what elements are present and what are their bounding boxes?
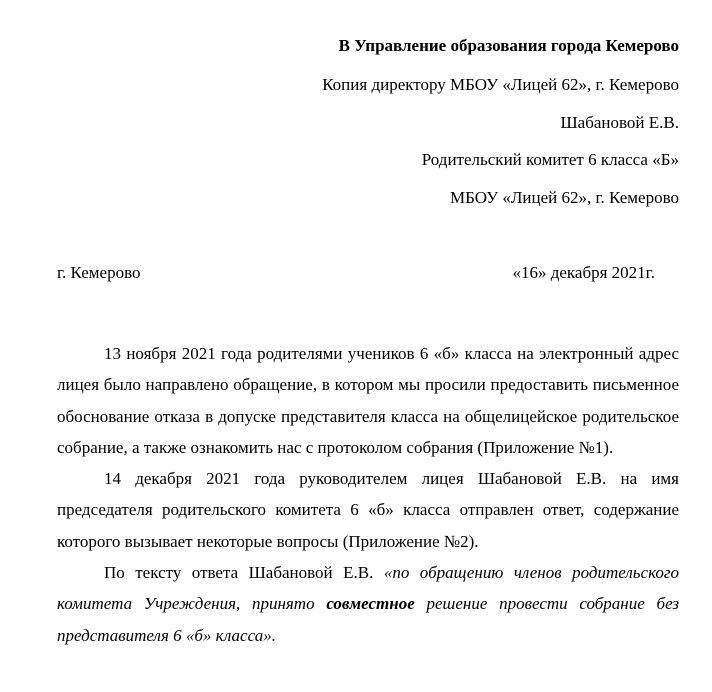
quote-end: решение провести собрание без представителя 6 «б» класса». (57, 594, 680, 645)
paragraph-3 (57, 557, 679, 651)
paragraph-1: 13 ноября 2021 года родителями учеников 6 «б» класса на электронный адрес лицея было направлено обращение, в котором мы просили предоставить письменное обоснование отказа в допуске представителя класса на общелицейское родительское собрание, а также ознакомить нас с протоколом собрания (Приложение №1). (57, 344, 679, 457)
paragraph-2: 14 декабря 2021 года руководителем лицея Шабановой Е.В. на имя председателя родительского комитета 6 «б» класса отправлен ответ, содержание которого вызывает некоторые вопросы (Приложение №2). (57, 469, 679, 551)
sender-line: Родительский комитет 6 класса «Б» (421, 150, 679, 169)
copy-recipient-line: Копия директору МБОУ «Лицей 62», г. Кемерово (322, 75, 679, 94)
quote-emphasis: совместное (326, 594, 415, 614)
paragraph-3-intro: По тексту ответа Шабановой Е.В. (104, 563, 374, 583)
date: «16» декабря 2021г. (512, 263, 655, 282)
recipient-line: В Управление образования города Кемерово (338, 36, 679, 55)
sender-school-line: МБОУ «Лицей 62», г. Кемерово (450, 188, 679, 207)
quote-start: «по обращению членов родительского комитета Учреждения, принято (57, 563, 679, 614)
director-name-line: Шабановой Е.В. (560, 113, 679, 132)
place: г. Кемерово (57, 263, 141, 282)
letter-body (57, 338, 679, 651)
